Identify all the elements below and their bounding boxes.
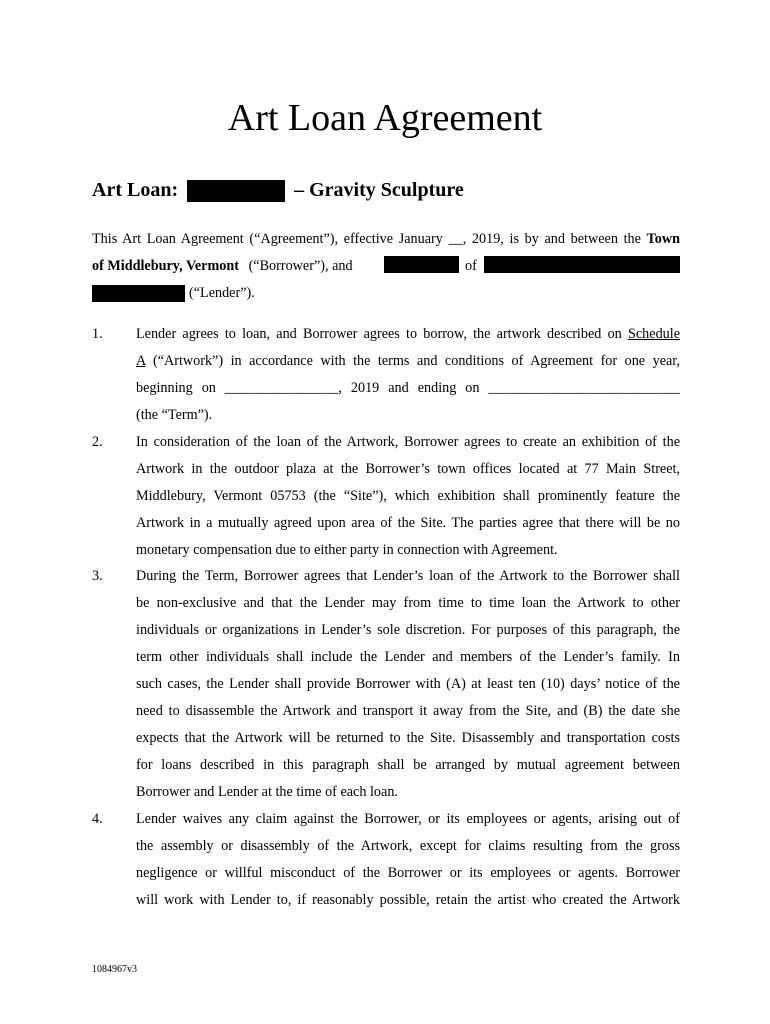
loan-subtitle xyxy=(92,176,464,204)
p3-line: need to disassemble the Artwork and transport it away from the Site, and (B) the date she xyxy=(136,703,680,719)
p3-line: for loans described in this paragraph shall be arranged by mutual agreement between xyxy=(136,757,680,773)
intro-borrower: (“Borrower”), and xyxy=(248,258,353,274)
p2-line: In consideration of the loan of the Artwork, Borrower agrees to create an exhibition of the xyxy=(136,434,680,450)
schedule-ref: A xyxy=(136,353,146,369)
redacted-block xyxy=(92,285,185,302)
redacted-block xyxy=(484,256,680,273)
p3-line: Borrower and Lender at the time of each loan. xyxy=(136,784,398,800)
p3-line: individuals or organizations in Lender’s sole discretion. For purposes of this paragraph, the xyxy=(136,622,680,638)
p3-line: term other individuals shall include the Lender and members of the Lender’s family. In xyxy=(136,649,680,665)
p1-text: Lender agrees to loan, and Borrower agrees to borrow, the artwork described on xyxy=(136,326,628,342)
p4-line: will work with Lender to, if reasonably possible, retain the artist who created the Artwork xyxy=(136,892,680,908)
intro-line-3 xyxy=(92,283,255,303)
p1-line-2 xyxy=(136,351,680,371)
p1-text: (“Artwork”) in accordance with the terms and conditions of Agreement for one year, xyxy=(145,353,680,369)
p1-line-4: (the “Term”). xyxy=(136,407,213,423)
p1-line-3: beginning on ________________, 2019 and ending on ___________________________ xyxy=(136,380,680,396)
p2-line: monetary compensation due to either party in connection with Agreement. xyxy=(136,542,558,558)
intro-municipality: of Middlebury, Vermont xyxy=(92,258,240,274)
p3-line: be non-exclusive and that the Lender may from time to time loan the Artwork to other xyxy=(136,595,680,611)
p3-line: expects that the Artwork will be returned to the Site. Disassembly and transportation costs xyxy=(136,730,680,746)
p3-line: such cases, the Lender shall provide Borrower with (A) at least ten (10) days’ notice of the xyxy=(136,676,680,692)
subtitle-prefix: Art Loan: xyxy=(92,179,179,201)
intro-line-2 xyxy=(92,256,680,276)
document-id-footer: 1084967v3 xyxy=(92,964,137,975)
p2-line: Middlebury, Vermont 05753 (the “Site”), which exhibition shall prominently feature the xyxy=(136,488,680,504)
redacted-block xyxy=(187,180,285,202)
subtitle-suffix: – Gravity Sculpture xyxy=(294,179,464,201)
intro-lender: (“Lender”). xyxy=(189,285,255,301)
paragraph-number: 1. xyxy=(92,326,103,342)
paragraph-number: 3. xyxy=(92,568,103,584)
p4-line: negligence or willful misconduct of the Borrower or its employees or agents. Borrower xyxy=(136,865,680,881)
redacted-block xyxy=(384,256,459,273)
p4-line: the assembly or disassembly of the Artwork, except for claims resulting from the gross xyxy=(136,838,680,854)
p4-line: Lender waives any claim against the Borrower, or its employees or agents, arising out of xyxy=(136,811,680,827)
p1-line-1 xyxy=(136,324,680,344)
paragraph-number: 2. xyxy=(92,434,103,450)
intro-town: Town xyxy=(646,231,680,247)
schedule-ref: Schedule xyxy=(627,326,680,342)
p3-line: During the Term, Borrower agrees that Lender’s loan of the Artwork to the Borrower shall xyxy=(136,568,680,584)
document-title: Art Loan Agreement xyxy=(227,97,543,139)
intro-text: This Art Loan Agreement (“Agreement”), effective January __, 2019, is by and between the xyxy=(92,231,641,247)
p2-line: Artwork in the outdoor plaza at the Borrower’s town offices located at 77 Main Street, xyxy=(136,461,680,477)
p2-line: Artwork in a mutually agreed upon area of the Site. The parties agree that there will be no xyxy=(136,515,680,531)
intro-of: of xyxy=(465,258,477,274)
intro-line-1 xyxy=(92,229,680,249)
paragraph-number: 4. xyxy=(92,811,103,827)
